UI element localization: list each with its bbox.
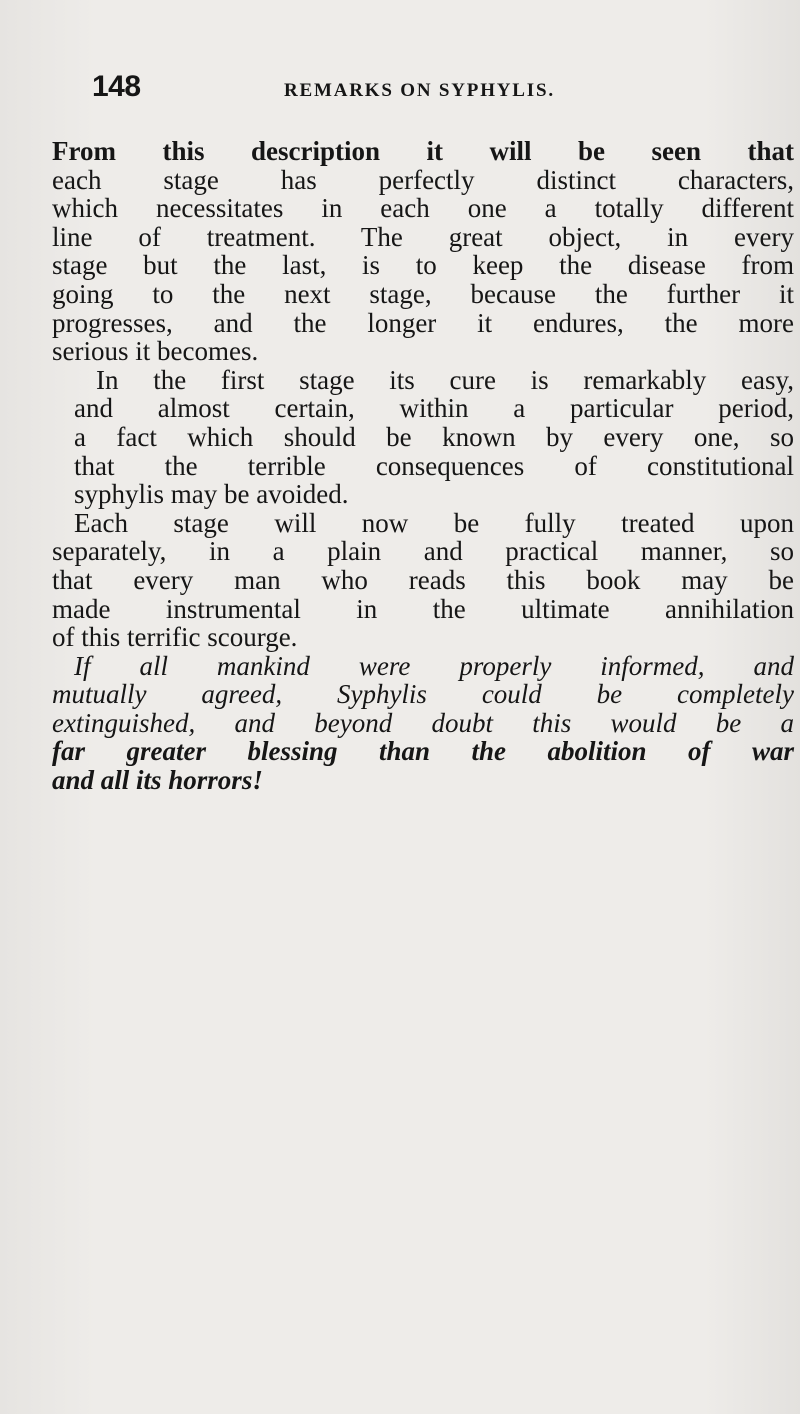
text-line: which necessitates in each one a totally different bbox=[52, 193, 794, 224]
text-line: If all mankind were properly informed, and bbox=[74, 650, 794, 681]
text-line: and all its horrors! bbox=[52, 765, 263, 796]
text-line: each stage has perfectly distinct characters, bbox=[52, 164, 794, 195]
paragraph-4 bbox=[52, 652, 794, 795]
text-line: mutually agreed, Syphylis could be completely bbox=[52, 679, 794, 710]
text-line: far greater blessing than the abolition of war bbox=[52, 736, 794, 767]
text-line: and almost certain, within a particular period, bbox=[74, 393, 794, 424]
page-number: 148 bbox=[92, 70, 141, 103]
body-text bbox=[52, 137, 794, 795]
text-line: of this terrific scourge. bbox=[52, 622, 298, 653]
text-line: that the terrible consequences of constitutional bbox=[74, 450, 794, 481]
text-line: Each stage will now be fully treated upon bbox=[74, 507, 794, 538]
text-line: stage but the last, is to keep the disease from bbox=[52, 250, 794, 281]
text-line: going to the next stage, because the further it bbox=[52, 278, 794, 309]
text-line: separately, in a plain and practical manner, so bbox=[52, 536, 794, 567]
text-line: In the first stage its cure is remarkably easy, bbox=[96, 364, 794, 395]
text-line: serious it becomes. bbox=[52, 336, 259, 367]
text-line: made instrumental in the ultimate annihilation bbox=[52, 593, 794, 624]
text-line: a fact which should be known by every one, so bbox=[74, 421, 794, 452]
paragraph-1 bbox=[52, 137, 794, 366]
paragraph-3 bbox=[52, 509, 794, 652]
running-title: REMARKS ON SYPHYLIS. bbox=[284, 80, 555, 101]
page-header bbox=[92, 70, 732, 110]
text-line: line of treatment. The great object, in every bbox=[52, 221, 794, 252]
paragraph-2 bbox=[52, 366, 794, 509]
text-line: syphylis may be avoided. bbox=[74, 479, 349, 510]
text-line: progresses, and the longer it endures, the more bbox=[52, 307, 794, 338]
text-line: From this description it will be seen that bbox=[52, 136, 794, 166]
text-line: extinguished, and beyond doubt this would be a bbox=[52, 707, 794, 738]
text-line: that every man who reads this book may be bbox=[52, 564, 794, 595]
